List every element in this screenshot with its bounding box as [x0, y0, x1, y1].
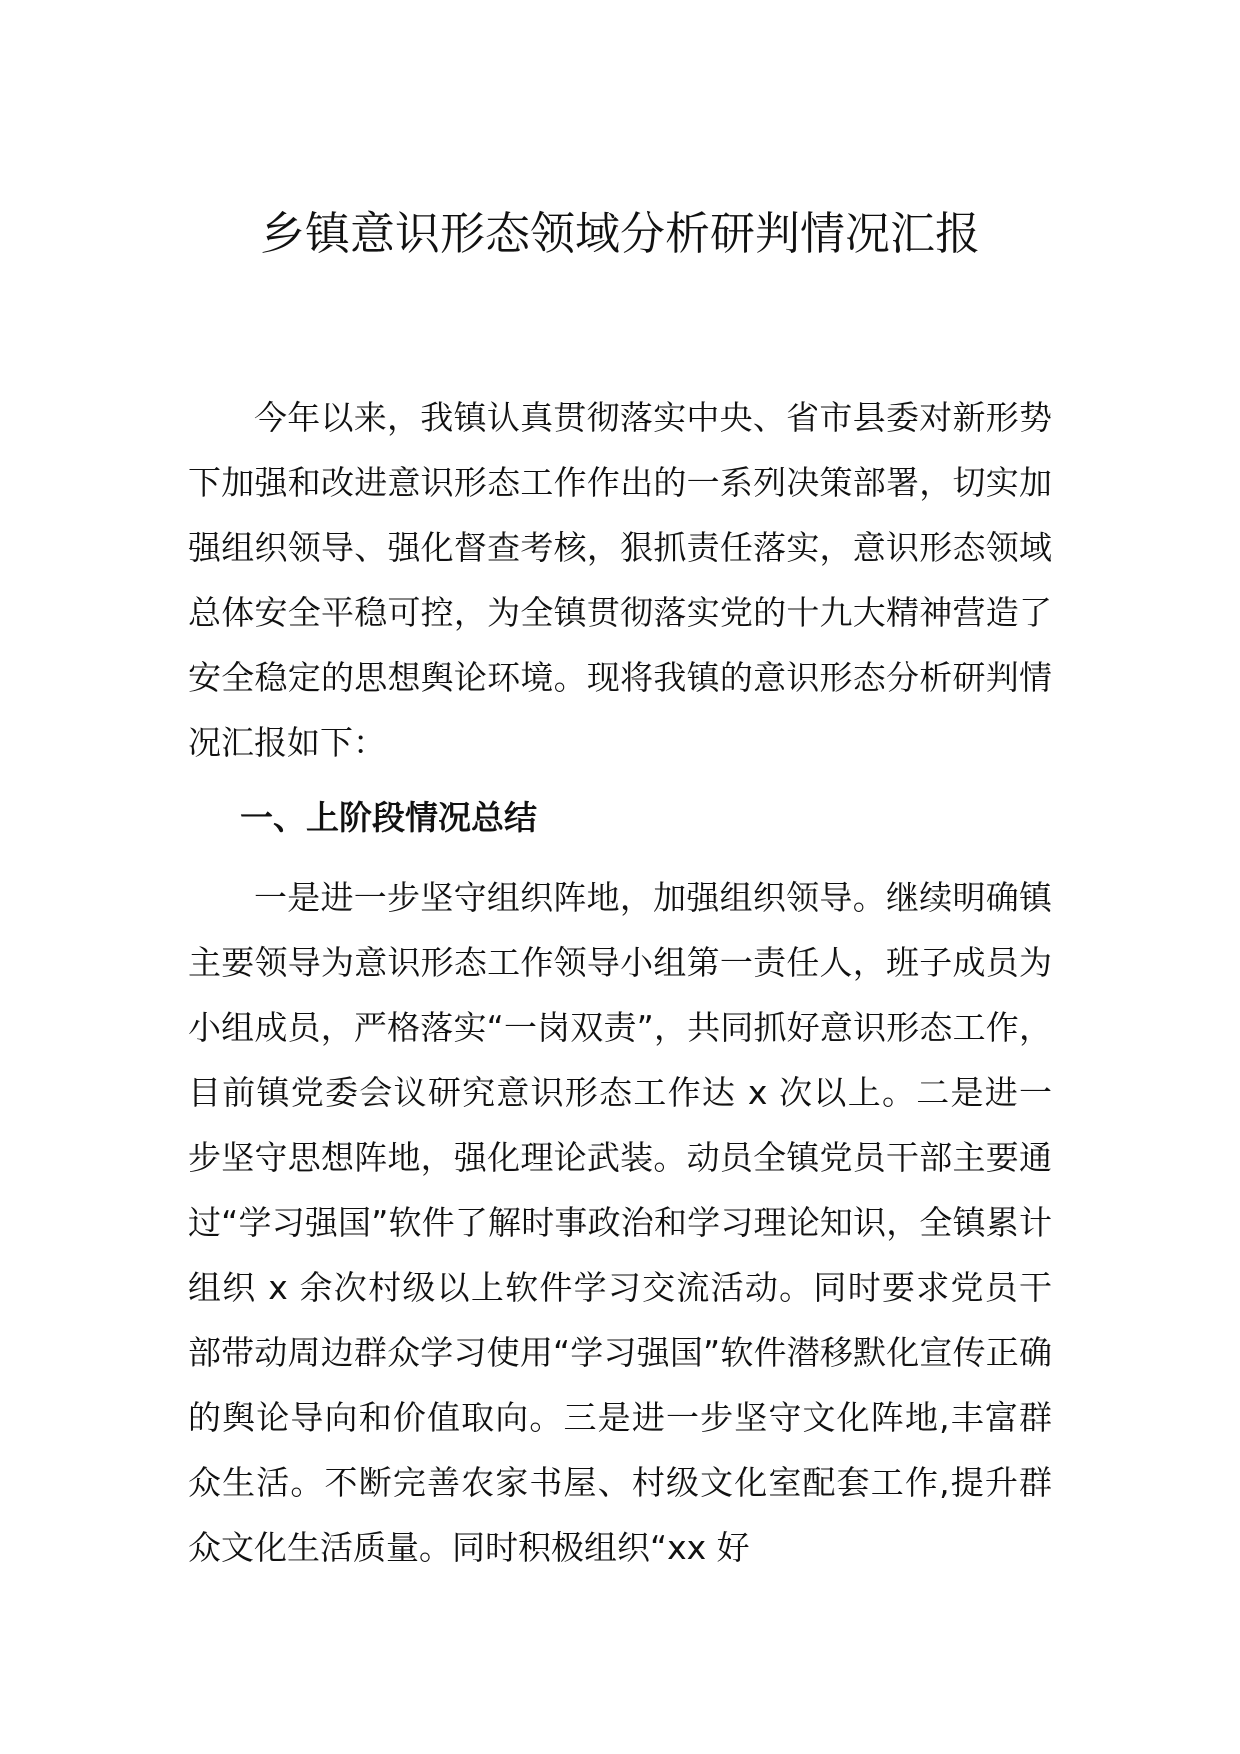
section-heading: 一、上阶段情况总结 — [240, 798, 537, 837]
document-title: 乡镇意识形态领域分析研判情况汇报 — [259, 207, 980, 260]
intro-paragraph: 今年以来，我镇认真贯彻落实中央、省市县委对新形势下加强和改进意识形态工作作出的一系列决策部署，切实加强组织领导、强化督查考核，狠抓责任落实，意识形态领域总体安全平稳可控，为全镇贯彻落实党的十九大精神营造了安全稳定的思想舆论环境。现将我镇的意识形态分析研判情况汇报如下： — [188, 398, 1052, 762]
body-paragraph: 一是进一步坚守组织阵地，加强组织领导。继续明确镇主要领导为意识形态工作领导小组第一责任人，班子成员为小组成员，严格落实“一岗双责”，共同抓好意识形态工作，目前镇党委会议研究意识形态工作达 x 次以上。二是进一步坚守思想阵地，强化理论武装。动员全镇党员干部主要通过“学习强国”软件了解时事政治和学习理论知识，全镇累计组织 x 余次村级以上软件学习交流活动。同时要求党员干部带动周边群众学习使用“学习强国”软件潜移默化宣传正确的舆论导向和价值取向。三是进一步坚守文化阵地,丰富群众生活。不断完善农家书屋、村级文化室配套工作,提升群众文化生活质量。同时积极组织“xx 好 — [188, 878, 1052, 1567]
